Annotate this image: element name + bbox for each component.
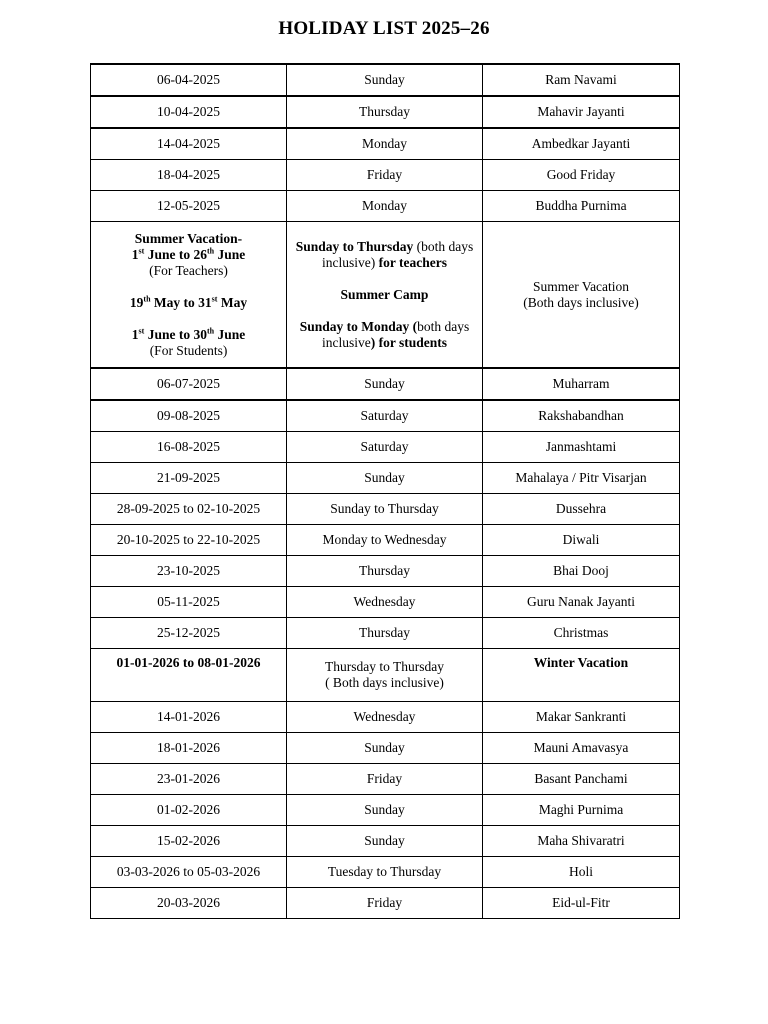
table-row xyxy=(91,368,680,400)
holiday-date: 15-02-2026 xyxy=(91,826,287,857)
holiday-day: Sunday xyxy=(287,733,483,764)
students-date-range: 1st June to 30th June xyxy=(131,326,246,342)
holiday-occasion: Eid-ul-Fitr xyxy=(483,888,680,919)
holiday-day: Sunday xyxy=(287,64,483,96)
holiday-date: 28-09-2025 to 02-10-2025 xyxy=(91,494,287,525)
holiday-occasion: Rakshabandhan xyxy=(483,400,680,432)
holiday-occasion: Bhai Dooj xyxy=(483,556,680,587)
summer-vacation-row xyxy=(91,222,680,369)
table-row xyxy=(91,494,680,525)
table-row xyxy=(91,733,680,764)
holiday-date: 10-04-2025 xyxy=(91,96,287,128)
summer-occasion-line2: (Both days inclusive) xyxy=(523,294,639,310)
teachers-date-range: 1st June to 26th June xyxy=(131,246,246,262)
holiday-day: Thursday xyxy=(287,618,483,649)
camp-date-range: 19th May to 31st May xyxy=(129,294,248,310)
holiday-date: 18-04-2025 xyxy=(91,160,287,191)
table-row xyxy=(91,64,680,96)
summer-days-cell xyxy=(287,222,483,369)
table-row xyxy=(91,191,680,222)
holiday-date: 16-08-2025 xyxy=(91,432,287,463)
table-row xyxy=(91,96,680,128)
students-days: Sunday to Monday (both days inclusive) for students xyxy=(299,318,470,350)
summer-heading: Summer Vacation- xyxy=(134,230,243,246)
holiday-occasion: Muharram xyxy=(483,368,680,400)
table-row xyxy=(91,525,680,556)
table-row xyxy=(91,795,680,826)
holiday-day: Saturday xyxy=(287,432,483,463)
holiday-date: 01-02-2026 xyxy=(91,795,287,826)
holiday-occasion: Ambedkar Jayanti xyxy=(483,128,680,160)
holiday-day: Wednesday xyxy=(287,587,483,618)
table-row xyxy=(91,857,680,888)
holiday-date: 03-03-2026 to 05-03-2026 xyxy=(91,857,287,888)
holiday-day: Sunday xyxy=(287,463,483,494)
summer-camp-label: Summer Camp xyxy=(340,286,429,302)
holiday-day: Sunday xyxy=(287,826,483,857)
winter-days-line2: ( Both days inclusive) xyxy=(325,675,444,690)
holiday-day: Wednesday xyxy=(287,702,483,733)
summer-dates-cell xyxy=(91,222,287,369)
holiday-day: Saturday xyxy=(287,400,483,432)
holiday-day: Monday xyxy=(287,191,483,222)
holiday-occasion: Holi xyxy=(483,857,680,888)
holiday-day: Tuesday to Thursday xyxy=(287,857,483,888)
table-row xyxy=(91,463,680,494)
holiday-date: 09-08-2025 xyxy=(91,400,287,432)
winter-occasion: Winter Vacation xyxy=(483,649,680,702)
holiday-occasion: Guru Nanak Jayanti xyxy=(483,587,680,618)
teachers-note: (For Teachers) xyxy=(149,262,228,278)
winter-vacation-row xyxy=(91,649,680,702)
holiday-date: 05-11-2025 xyxy=(91,587,287,618)
holiday-date: 21-09-2025 xyxy=(91,463,287,494)
holiday-day: Friday xyxy=(287,764,483,795)
table-row xyxy=(91,702,680,733)
holiday-day: Sunday xyxy=(287,368,483,400)
holiday-date: 23-01-2026 xyxy=(91,764,287,795)
table-row xyxy=(91,618,680,649)
holiday-day: Friday xyxy=(287,160,483,191)
table-row xyxy=(91,160,680,191)
holiday-date: 20-10-2025 to 22-10-2025 xyxy=(91,525,287,556)
holiday-occasion: Mahavir Jayanti xyxy=(483,96,680,128)
holiday-occasion: Christmas xyxy=(483,618,680,649)
holiday-occasion: Janmashtami xyxy=(483,432,680,463)
holiday-date: 18-01-2026 xyxy=(91,733,287,764)
holiday-day: Sunday xyxy=(287,795,483,826)
table-row xyxy=(91,432,680,463)
holiday-occasion: Good Friday xyxy=(483,160,680,191)
winter-days-cell xyxy=(287,649,483,702)
holiday-date: 12-05-2025 xyxy=(91,191,287,222)
table-row xyxy=(91,128,680,160)
holiday-date: 06-04-2025 xyxy=(91,64,287,96)
holiday-occasion: Ram Navami xyxy=(483,64,680,96)
holiday-day: Thursday xyxy=(287,556,483,587)
holiday-occasion: Makar Sankranti xyxy=(483,702,680,733)
winter-days-line1: Thursday to Thursday xyxy=(325,659,444,674)
holiday-date: 14-04-2025 xyxy=(91,128,287,160)
holiday-date: 23-10-2025 xyxy=(91,556,287,587)
summer-occasion-line1: Summer Vacation xyxy=(532,278,630,294)
table-row xyxy=(91,826,680,857)
summer-occasion-cell xyxy=(483,222,680,369)
holiday-day: Monday to Wednesday xyxy=(287,525,483,556)
holiday-occasion: Maha Shivaratri xyxy=(483,826,680,857)
holiday-table xyxy=(90,63,680,919)
table-row xyxy=(91,764,680,795)
holiday-date: 14-01-2026 xyxy=(91,702,287,733)
holiday-occasion: Mahalaya / Pitr Visarjan xyxy=(483,463,680,494)
holiday-occasion: Buddha Purnima xyxy=(483,191,680,222)
table-row xyxy=(91,587,680,618)
holiday-date: 25-12-2025 xyxy=(91,618,287,649)
holiday-occasion: Basant Panchami xyxy=(483,764,680,795)
holiday-occasion: Dussehra xyxy=(483,494,680,525)
holiday-occasion: Maghi Purnima xyxy=(483,795,680,826)
page-title: HOLIDAY LIST 2025–26 xyxy=(278,18,490,39)
holiday-day: Friday xyxy=(287,888,483,919)
winter-dates: 01-01-2026 to 08-01-2026 xyxy=(91,649,287,702)
teachers-days: Sunday to Thursday (both days inclusive) for teachers xyxy=(295,238,474,270)
holiday-day: Sunday to Thursday xyxy=(287,494,483,525)
holiday-date: 06-07-2025 xyxy=(91,368,287,400)
table-row xyxy=(91,400,680,432)
holiday-day: Thursday xyxy=(287,96,483,128)
table-row xyxy=(91,888,680,919)
holiday-occasion: Mauni Amavasya xyxy=(483,733,680,764)
students-note: (For Students) xyxy=(149,342,228,358)
holiday-date: 20-03-2026 xyxy=(91,888,287,919)
holiday-day: Monday xyxy=(287,128,483,160)
holiday-occasion: Diwali xyxy=(483,525,680,556)
table-row xyxy=(91,556,680,587)
